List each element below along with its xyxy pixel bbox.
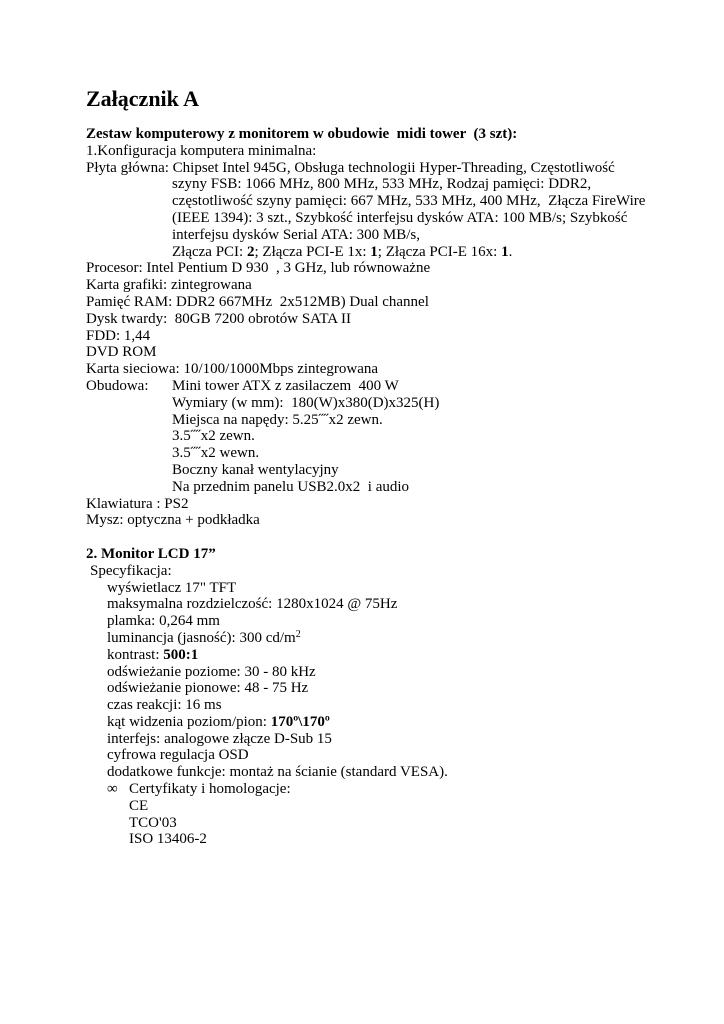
spec-label: Specyfikacja: bbox=[90, 562, 172, 579]
spec-karta-sieciowa: Karta sieciowa: 10/100/1000Mbps zintegrowana bbox=[86, 361, 379, 378]
obudowa-line-5: 3.5˝˝x2 wewn. bbox=[172, 445, 260, 462]
monitor-spec-1: wyświetlacz 17" TFT bbox=[107, 579, 237, 596]
spec-karta-grafiki: Karta grafiki: zintegrowana bbox=[86, 277, 252, 294]
spec-procesor: Procesor: Intel Pentium D 930 , 3 GHz, lub równoważne bbox=[86, 260, 431, 277]
kat-label: kąt widzenia poziom/pion: bbox=[107, 713, 271, 730]
pcie16-label: ; Złącza PCI-E 16x: bbox=[377, 243, 502, 260]
obudowa-text-1: Mini tower ATX z zasilaczem 400 W bbox=[172, 377, 399, 394]
section1-subheading: 1.Konfiguracja komputera minimalna: bbox=[86, 142, 317, 159]
obudowa-line-2: Wymiary (w mm): 180(W)x380(D)x325(H) bbox=[172, 394, 440, 411]
spec-pamiec-ram: Pamięć RAM: DDR2 667MHz 2x512MB) Dual channel bbox=[86, 293, 429, 310]
kontrast-value: 500:1 bbox=[163, 646, 199, 663]
monitor-kat-widzenia bbox=[86, 714, 686, 731]
plyta-line-5: interfejsu dysków Serial ATA: 300 MB/s, bbox=[172, 226, 420, 243]
zlacza-line bbox=[86, 244, 686, 261]
spec-dysk-twardy: Dysk twardy: 80GB 7200 obrotów SATA II bbox=[86, 310, 352, 327]
plyta-line-1 bbox=[86, 160, 686, 177]
cert-item-3: ISO 13406-2 bbox=[129, 831, 207, 848]
obudowa-label: Obudowa: bbox=[86, 377, 149, 394]
pcie1-label: ; Złącza PCI-E 1x: bbox=[254, 243, 371, 260]
monitor-spec-2: maksymalna rozdzielczość: 1280x1024 @ 75Hz bbox=[107, 596, 398, 613]
monitor-spec-interfejs: interfejs: analogowe złącze D-Sub 15 bbox=[107, 730, 332, 747]
obudowa-line-3: Miejsca na napędy: 5.25˝˝x2 zewn. bbox=[172, 411, 383, 428]
monitor-kontrast bbox=[86, 647, 686, 664]
plyta-text-1: Chipset Intel 945G, Obsługa technologii Hyper-Threading, Częstotliwość bbox=[172, 159, 615, 176]
plyta-line-3: częstotliwość szyny pamięci: 667 MHz, 533 MHz, 400 MHz, Złącza FireWire bbox=[172, 193, 646, 210]
plyta-line-4: (IEEE 1394): 3 szt., Szybkość interfejsu dysków ATA: 100 MB/s; Szybkość bbox=[172, 209, 628, 226]
document-title: Załącznik A bbox=[86, 86, 200, 111]
monitor-spec-reakcja: czas reakcji: 16 ms bbox=[107, 697, 222, 714]
pcie16-value: 1 bbox=[501, 243, 509, 260]
cert-label: Certyfikaty i homologacje: bbox=[129, 781, 291, 798]
cert-item-1: CE bbox=[129, 797, 149, 814]
monitor-luminancja bbox=[86, 630, 686, 647]
kat-value: 170º\170º bbox=[270, 713, 330, 730]
luminancja-sup: 2 bbox=[295, 628, 301, 640]
kontrast-label: kontrast: bbox=[107, 646, 164, 663]
zlacza-end: . bbox=[508, 243, 513, 260]
monitor-spec-pionowe: odświeżanie pionowe: 48 - 75 Hz bbox=[107, 680, 309, 697]
obudowa-line-4: 3.5˝˝x2 zewn. bbox=[172, 428, 255, 445]
section2-heading: 2. Monitor LCD 17” bbox=[86, 545, 216, 562]
spec-fdd: FDD: 1,44 bbox=[86, 327, 151, 344]
infinity-bullet-icon: ∞ bbox=[107, 781, 118, 798]
monitor-spec-funkcje: dodatkowe funkcje: montaż na ścianie (standard VESA). bbox=[107, 764, 448, 781]
monitor-spec-poziome: odświeżanie poziome: 30 - 80 kHz bbox=[107, 663, 316, 680]
pcie1-value: 1 bbox=[370, 243, 378, 260]
spec-dvd-rom: DVD ROM bbox=[86, 344, 157, 361]
obudowa-line-6: Boczny kanał wentylacyjny bbox=[172, 461, 339, 478]
section1-heading: Zestaw komputerowy z monitorem w obudowie midi tower (3 szt): bbox=[86, 126, 518, 142]
plyta-line-2: szyny FSB: 1066 MHz, 800 MHz, 533 MHz, Rodzaj pamięci: DDR2, bbox=[172, 176, 592, 193]
obudowa-line-7: Na przednim panelu USB2.0x2 i audio bbox=[172, 478, 410, 495]
spec-klawiatura: Klawiatura : PS2 bbox=[86, 495, 189, 512]
plyta-label: Płyta główna: bbox=[86, 159, 173, 176]
section-spacer bbox=[86, 529, 686, 546]
obudowa-line-1 bbox=[86, 378, 686, 395]
cert-item-2: TCO'03 bbox=[129, 814, 177, 831]
monitor-spec-3: plamka: 0,264 mm bbox=[107, 613, 220, 630]
document-body bbox=[86, 126, 686, 848]
pci-label: Złącza PCI: bbox=[172, 243, 247, 260]
luminancja-text: luminancja (jasność): 300 cd/m bbox=[107, 629, 296, 646]
pci-value: 2 bbox=[246, 243, 255, 260]
cert-line bbox=[86, 781, 686, 798]
spec-mysz: Mysz: optyczna + podkładka bbox=[86, 512, 260, 529]
monitor-spec-osd: cyfrowa regulacja OSD bbox=[107, 747, 249, 764]
